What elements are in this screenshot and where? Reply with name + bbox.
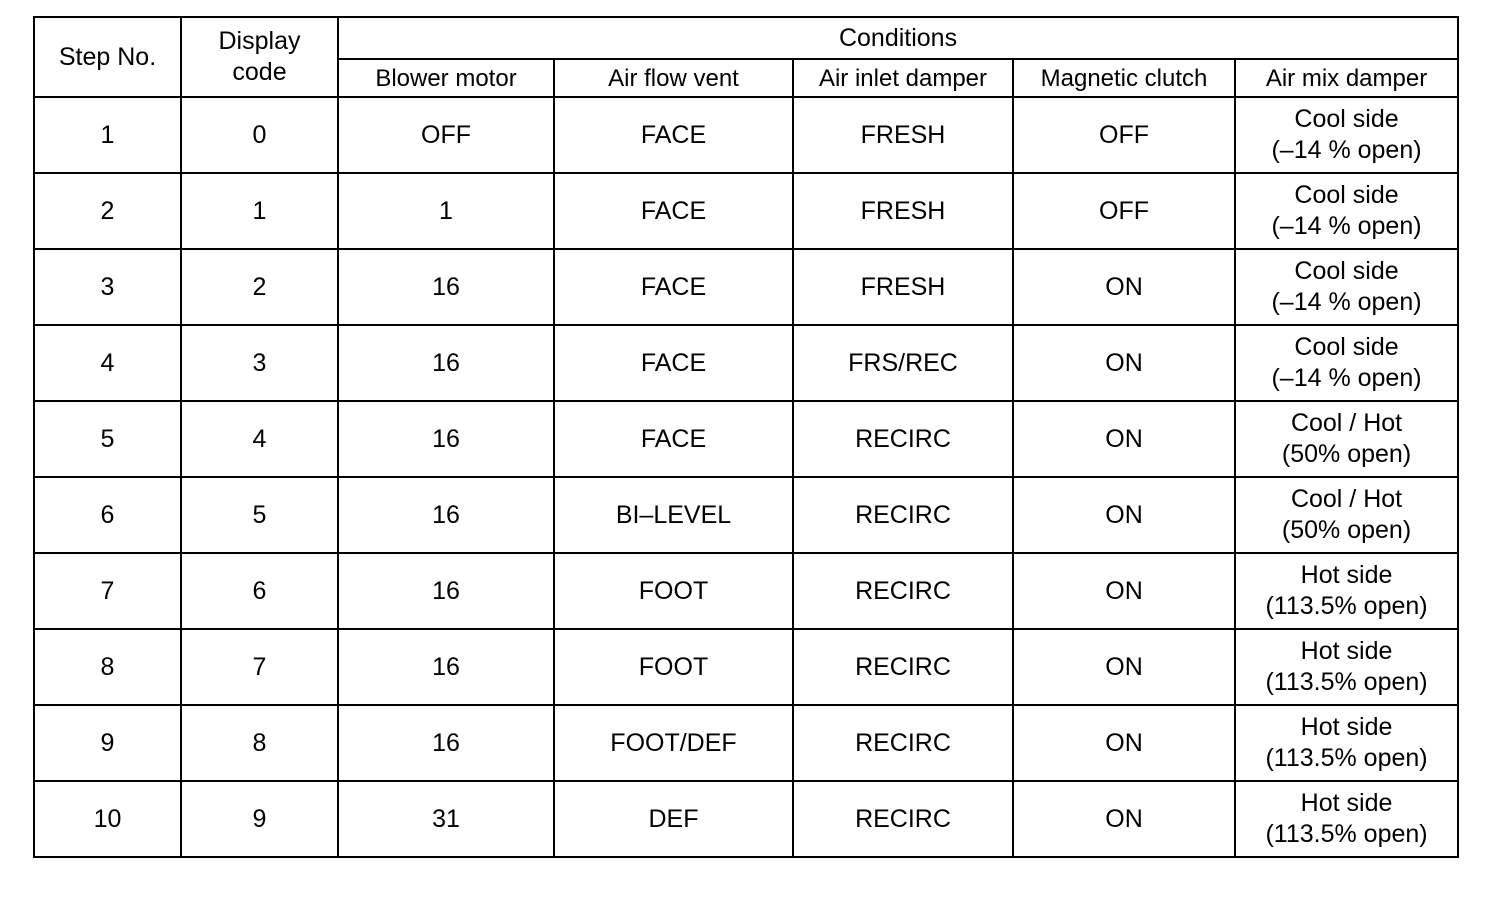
cell-magnetic-clutch: ON	[1013, 477, 1235, 553]
cell-air-mix-damper	[1235, 401, 1458, 477]
header-air-mix-damper: Air mix damper	[1235, 59, 1458, 97]
cell-air-mix-damper	[1235, 705, 1458, 781]
cell-magnetic-clutch: OFF	[1013, 97, 1235, 173]
header-display-code-line2: code	[232, 58, 287, 86]
cell-air-inlet-damper: FRESH	[793, 97, 1013, 173]
cell-display-code: 5	[181, 477, 338, 553]
cell-blower-motor: 16	[338, 401, 554, 477]
cell-air-inlet-damper: FRS/REC	[793, 325, 1013, 401]
cell-step-no: 6	[34, 477, 181, 553]
air-mix-opening: (–14 % open)	[1271, 364, 1422, 392]
cell-magnetic-clutch: ON	[1013, 325, 1235, 401]
cell-blower-motor: 1	[338, 173, 554, 249]
cell-air-inlet-damper: RECIRC	[793, 477, 1013, 553]
cell-air-mix-damper	[1235, 477, 1458, 553]
cell-magnetic-clutch: ON	[1013, 553, 1235, 629]
cell-display-code: 6	[181, 553, 338, 629]
cell-air-inlet-damper: RECIRC	[793, 781, 1013, 857]
cell-display-code: 1	[181, 173, 338, 249]
cell-blower-motor: 16	[338, 553, 554, 629]
cell-magnetic-clutch: ON	[1013, 781, 1235, 857]
cell-step-no: 2	[34, 173, 181, 249]
air-mix-opening: (50% open)	[1281, 440, 1412, 468]
cell-air-flow-vent: FACE	[554, 401, 793, 477]
header-air-flow-vent: Air flow vent	[554, 59, 793, 97]
air-mix-opening: (113.5% open)	[1265, 820, 1428, 848]
table-row	[34, 173, 1458, 249]
air-mix-opening: (–14 % open)	[1271, 136, 1422, 164]
cell-air-flow-vent: FOOT/DEF	[554, 705, 793, 781]
cell-magnetic-clutch: OFF	[1013, 173, 1235, 249]
cell-step-no: 5	[34, 401, 181, 477]
cell-air-flow-vent: FACE	[554, 97, 793, 173]
cell-blower-motor: 16	[338, 629, 554, 705]
cell-air-flow-vent: FOOT	[554, 553, 793, 629]
cell-step-no: 3	[34, 249, 181, 325]
header-air-inlet-damper: Air inlet damper	[793, 59, 1013, 97]
self-diagnosis-step-table	[33, 16, 1459, 858]
cell-air-mix-damper	[1235, 249, 1458, 325]
cell-air-mix-damper	[1235, 781, 1458, 857]
air-mix-opening: (113.5% open)	[1265, 592, 1428, 620]
cell-step-no: 8	[34, 629, 181, 705]
cell-air-inlet-damper: RECIRC	[793, 401, 1013, 477]
cell-display-code: 3	[181, 325, 338, 401]
cell-blower-motor: OFF	[338, 97, 554, 173]
cell-air-flow-vent: FACE	[554, 249, 793, 325]
cell-air-flow-vent: FACE	[554, 173, 793, 249]
table-row	[34, 325, 1458, 401]
cell-display-code: 7	[181, 629, 338, 705]
air-mix-opening: (113.5% open)	[1265, 744, 1428, 772]
cell-blower-motor: 31	[338, 781, 554, 857]
cell-air-inlet-damper: RECIRC	[793, 629, 1013, 705]
table-row	[34, 629, 1458, 705]
air-mix-position: Hot side	[1300, 637, 1393, 665]
cell-air-mix-damper	[1235, 629, 1458, 705]
cell-blower-motor: 16	[338, 325, 554, 401]
cell-step-no: 1	[34, 97, 181, 173]
table-row	[34, 97, 1458, 173]
air-mix-position: Hot side	[1300, 789, 1393, 817]
cell-display-code: 4	[181, 401, 338, 477]
air-mix-opening: (113.5% open)	[1265, 668, 1428, 696]
cell-blower-motor: 16	[338, 249, 554, 325]
air-mix-position: Cool side	[1294, 257, 1399, 285]
air-mix-position: Cool / Hot	[1290, 409, 1403, 437]
cell-air-inlet-damper: RECIRC	[793, 553, 1013, 629]
cell-step-no: 7	[34, 553, 181, 629]
air-mix-opening: (50% open)	[1281, 516, 1412, 544]
table-row	[34, 477, 1458, 553]
header-step-no: Step No.	[34, 17, 181, 97]
header-blower-motor: Blower motor	[338, 59, 554, 97]
cell-air-flow-vent: FOOT	[554, 629, 793, 705]
cell-magnetic-clutch: ON	[1013, 705, 1235, 781]
cell-step-no: 10	[34, 781, 181, 857]
cell-air-inlet-damper: FRESH	[793, 249, 1013, 325]
cell-step-no: 9	[34, 705, 181, 781]
header-conditions: Conditions	[338, 17, 1458, 59]
cell-air-flow-vent: FACE	[554, 325, 793, 401]
header-display-code	[181, 17, 338, 97]
table-row	[34, 249, 1458, 325]
table-row	[34, 401, 1458, 477]
table-row	[34, 705, 1458, 781]
air-mix-position: Hot side	[1300, 561, 1393, 589]
header-display-code-line1: Display	[218, 27, 301, 55]
cell-air-mix-damper	[1235, 97, 1458, 173]
cell-display-code: 0	[181, 97, 338, 173]
cell-display-code: 8	[181, 705, 338, 781]
cell-magnetic-clutch: ON	[1013, 629, 1235, 705]
table-row	[34, 553, 1458, 629]
air-mix-position: Cool side	[1294, 333, 1399, 361]
air-mix-opening: (–14 % open)	[1271, 288, 1422, 316]
cell-blower-motor: 16	[338, 477, 554, 553]
cell-display-code: 9	[181, 781, 338, 857]
air-mix-position: Hot side	[1300, 713, 1393, 741]
cell-air-mix-damper	[1235, 553, 1458, 629]
cell-air-mix-damper	[1235, 173, 1458, 249]
cell-step-no: 4	[34, 325, 181, 401]
cell-air-mix-damper	[1235, 325, 1458, 401]
table-row	[34, 781, 1458, 857]
cell-air-inlet-damper: FRESH	[793, 173, 1013, 249]
cell-air-inlet-damper: RECIRC	[793, 705, 1013, 781]
header-magnetic-clutch: Magnetic clutch	[1013, 59, 1235, 97]
air-mix-opening: (–14 % open)	[1271, 212, 1422, 240]
air-mix-position: Cool side	[1294, 105, 1399, 133]
air-mix-position: Cool / Hot	[1290, 485, 1403, 513]
cell-magnetic-clutch: ON	[1013, 401, 1235, 477]
cell-air-flow-vent: DEF	[554, 781, 793, 857]
cell-magnetic-clutch: ON	[1013, 249, 1235, 325]
cell-display-code: 2	[181, 249, 338, 325]
air-mix-position: Cool side	[1294, 181, 1399, 209]
cell-air-flow-vent: BI–LEVEL	[554, 477, 793, 553]
cell-blower-motor: 16	[338, 705, 554, 781]
